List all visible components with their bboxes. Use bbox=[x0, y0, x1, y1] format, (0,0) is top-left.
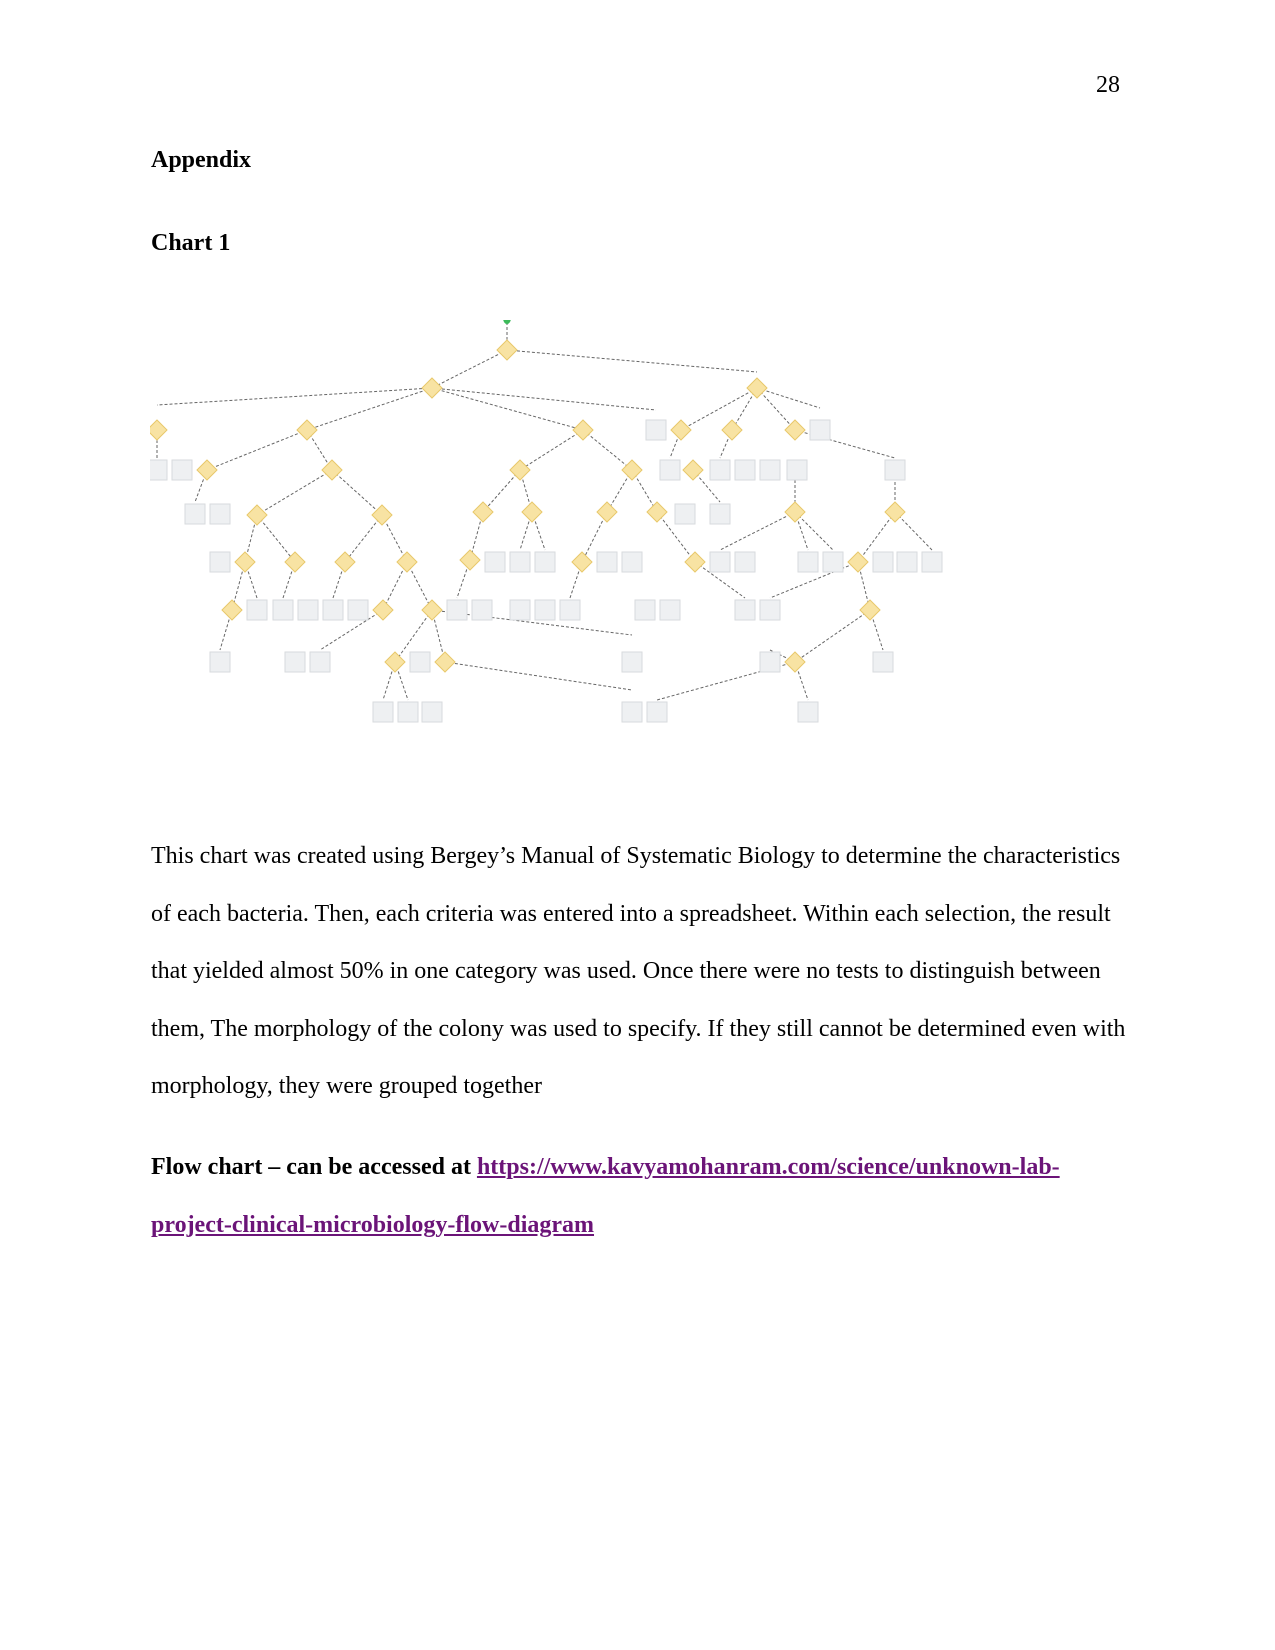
result-node bbox=[873, 552, 893, 572]
result-node bbox=[922, 552, 942, 572]
result-node bbox=[810, 420, 830, 440]
flow-edge bbox=[483, 470, 520, 512]
result-node bbox=[660, 460, 680, 480]
decision-node bbox=[860, 600, 880, 620]
result-node bbox=[273, 600, 293, 620]
appendix-heading: Appendix bbox=[151, 147, 252, 173]
result-node bbox=[798, 702, 818, 722]
result-node bbox=[172, 460, 192, 480]
decision-node bbox=[785, 652, 805, 672]
decision-node bbox=[683, 460, 703, 480]
decision-node bbox=[597, 502, 617, 522]
decision-node bbox=[197, 460, 217, 480]
flow-chart-line bbox=[151, 1139, 1131, 1254]
decision-node bbox=[622, 460, 642, 480]
flow-edge bbox=[583, 430, 632, 470]
decision-node bbox=[247, 505, 267, 525]
start-node bbox=[503, 320, 511, 324]
result-node bbox=[472, 600, 492, 620]
decision-node bbox=[473, 502, 493, 522]
result-node bbox=[510, 600, 530, 620]
result-node bbox=[398, 702, 418, 722]
decision-node bbox=[522, 502, 542, 522]
result-node bbox=[735, 460, 755, 480]
decision-node bbox=[785, 502, 805, 522]
result-node bbox=[622, 652, 642, 672]
flow-edge bbox=[445, 662, 632, 690]
flow-edge bbox=[520, 430, 583, 470]
decision-node bbox=[372, 505, 392, 525]
decision-node bbox=[885, 502, 905, 522]
flow-edge bbox=[382, 515, 407, 562]
decision-node bbox=[722, 420, 742, 440]
page-number: 28 bbox=[1096, 72, 1120, 98]
flow-chart-label: Flow chart – can be accessed at bbox=[151, 1154, 477, 1180]
result-node bbox=[285, 652, 305, 672]
result-node bbox=[323, 600, 343, 620]
decision-node bbox=[373, 600, 393, 620]
result-node bbox=[597, 552, 617, 572]
decision-node bbox=[285, 552, 305, 572]
result-node bbox=[560, 600, 580, 620]
result-node bbox=[823, 552, 843, 572]
result-node bbox=[798, 552, 818, 572]
flow-edge bbox=[757, 388, 820, 408]
decision-node bbox=[385, 652, 405, 672]
result-node bbox=[660, 600, 680, 620]
result-node bbox=[622, 702, 642, 722]
flow-edge bbox=[681, 388, 757, 430]
result-node bbox=[647, 702, 667, 722]
result-node bbox=[646, 420, 666, 440]
result-node bbox=[635, 600, 655, 620]
result-node bbox=[447, 600, 467, 620]
result-node bbox=[210, 504, 230, 524]
decision-node bbox=[671, 420, 691, 440]
result-node bbox=[247, 600, 267, 620]
flow-edge bbox=[795, 512, 833, 550]
result-node bbox=[410, 652, 430, 672]
decision-node bbox=[150, 420, 167, 440]
decision-node bbox=[222, 600, 242, 620]
result-node bbox=[735, 552, 755, 572]
flow-edge bbox=[257, 515, 295, 562]
flow-edge bbox=[432, 388, 656, 410]
flow-edge bbox=[895, 512, 932, 550]
result-node bbox=[622, 552, 642, 572]
decision-node bbox=[335, 552, 355, 572]
result-node bbox=[348, 600, 368, 620]
flow-chart-link[interactable]: https://www.kavyamohanram.com/science/unknown-lab-project-clinical-microbiology-flow-diagram bbox=[151, 1154, 1060, 1238]
result-node bbox=[150, 460, 167, 480]
flow-edge bbox=[345, 515, 382, 562]
result-node bbox=[735, 600, 755, 620]
result-node bbox=[897, 552, 917, 572]
decision-node bbox=[497, 340, 517, 360]
result-node bbox=[873, 652, 893, 672]
flow-edge bbox=[332, 470, 382, 515]
result-node bbox=[510, 552, 530, 572]
result-node bbox=[310, 652, 330, 672]
result-node bbox=[535, 552, 555, 572]
result-node bbox=[485, 552, 505, 572]
flow-edge bbox=[507, 350, 757, 372]
result-node bbox=[760, 652, 780, 672]
flow-edge bbox=[207, 430, 307, 470]
result-node bbox=[675, 504, 695, 524]
chart-heading: Chart 1 bbox=[151, 230, 231, 256]
decision-node bbox=[460, 550, 480, 570]
decision-node bbox=[397, 552, 417, 572]
flow-edge bbox=[383, 562, 407, 610]
result-node bbox=[787, 460, 807, 480]
decision-node bbox=[685, 552, 705, 572]
result-node bbox=[760, 460, 780, 480]
flow-edge bbox=[795, 610, 870, 662]
flow-edge bbox=[432, 350, 507, 388]
result-node bbox=[185, 504, 205, 524]
flow-diagram bbox=[150, 320, 1000, 770]
chart-description: This chart was created using Bergey’s Manual of Systematic Biology to determine the characteristics of each bacteria. Then, each criteria was entered into a spreadsheet. Within each selection, the result that yielded almost 50% in one category was used. Once there were no tests to distinguish between them, The morphology of the colony was used to specify. If they still cannot be determined even with morphology, they were grouped together bbox=[151, 843, 1126, 1099]
result-node bbox=[210, 552, 230, 572]
decision-node bbox=[235, 552, 255, 572]
flow-edge bbox=[407, 562, 432, 610]
decision-node bbox=[848, 552, 868, 572]
decision-node bbox=[572, 552, 592, 572]
decision-node bbox=[435, 652, 455, 672]
result-node bbox=[885, 460, 905, 480]
decision-node bbox=[747, 378, 767, 398]
result-node bbox=[710, 460, 730, 480]
decision-node bbox=[510, 460, 530, 480]
decision-node bbox=[297, 420, 317, 440]
decision-node bbox=[647, 502, 667, 522]
result-node bbox=[760, 600, 780, 620]
decision-node bbox=[422, 378, 442, 398]
result-node bbox=[422, 702, 442, 722]
result-node bbox=[373, 702, 393, 722]
decision-node bbox=[422, 600, 442, 620]
result-node bbox=[710, 504, 730, 524]
decision-node bbox=[573, 420, 593, 440]
result-node bbox=[210, 652, 230, 672]
flow-edge bbox=[720, 512, 795, 550]
flow-edge bbox=[157, 388, 432, 405]
flow-edge bbox=[257, 470, 332, 515]
flow-edge bbox=[432, 388, 583, 430]
decision-node bbox=[322, 460, 342, 480]
result-node bbox=[535, 600, 555, 620]
result-node bbox=[298, 600, 318, 620]
result-node bbox=[710, 552, 730, 572]
